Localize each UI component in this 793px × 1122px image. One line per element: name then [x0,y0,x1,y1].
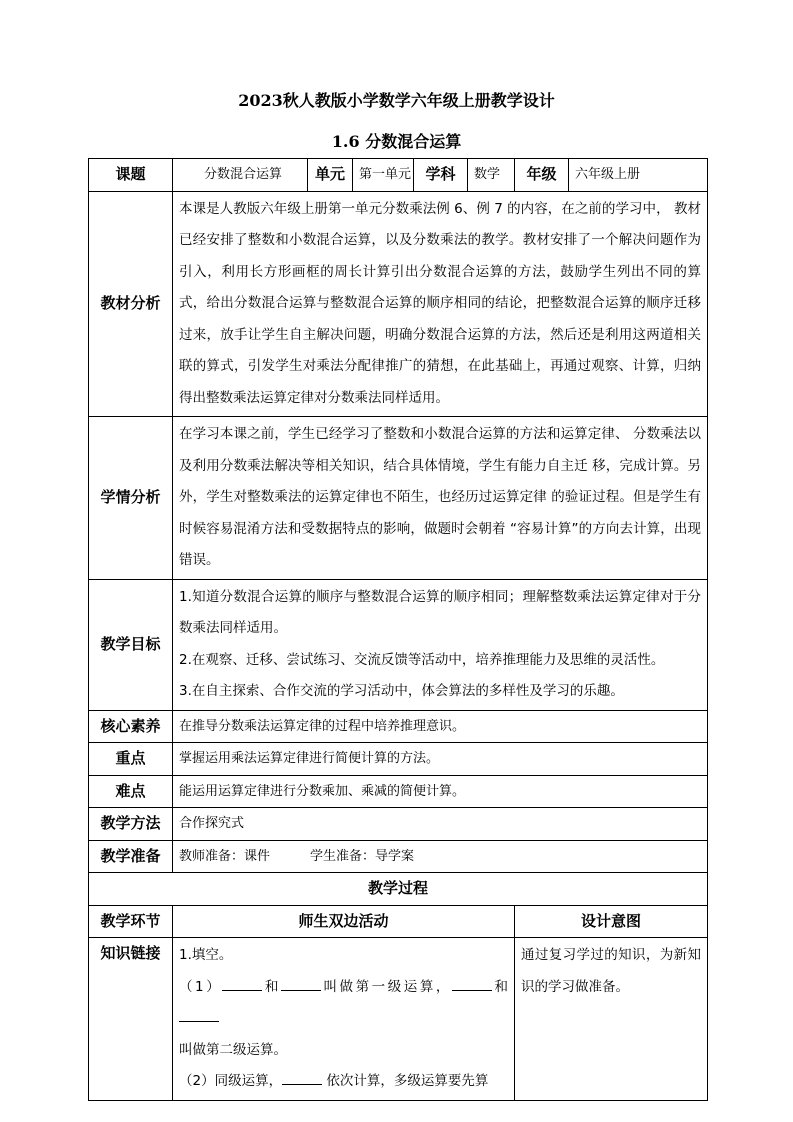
process-title: 教学过程 [89,873,708,906]
unit-value: 第一单元 [353,159,414,192]
goal-item: 1.知道分数混合运算的顺序与整数混合运算的顺序相同；理解整数乘法运算定律对于分数乘法同样适用。 [179,588,701,636]
method-label: 教学方法 [89,808,173,841]
material-row [89,191,708,417]
activity-line [179,1066,508,1098]
literacy-text: 在推导分数乘法运算定律的过程中培养推理意识。 [173,710,708,743]
key-label: 重点 [89,743,173,776]
goals-row [89,579,708,710]
goals-list [173,579,708,710]
lesson-title: 1.6 分数混合运算 [331,132,462,151]
key-text: 掌握运用乘法运算定律进行简便计算的方法。 [173,743,708,776]
intent-text: 通过复习学过的知识，为新知识的学习做准备。 [515,938,708,1101]
col-activity-header: 师生双边活动 [173,905,515,938]
answer-blank [281,976,321,991]
teacher-prep: 教师准备：课件 [179,848,271,864]
answer-blank [179,1007,219,1022]
process-row [89,938,708,1101]
answer-blank [452,976,492,991]
students-label: 学情分析 [89,417,173,580]
prep-label: 教学准备 [89,840,173,873]
goal-item: 2.在观察、迁移、尝试练习、交流反馈等活动中，培养推理能力及思维的灵活性。 [179,651,665,668]
answer-blank [222,976,262,991]
activity-text: （2）同级运算， [179,1073,283,1089]
goal-item: 3.在自主探索、合作交流的学习活动中，体会算法的多样性及学习的乐趣。 [179,683,624,699]
difficulty-text: 能运用运算定律进行分数乘加、乘减的简便计算。 [173,775,708,808]
method-row [89,808,708,841]
activity-line: 叫做第二级运算。 [179,1041,287,1058]
document-title: 2023秋人教版小学数学六年级上册教学设计 [238,91,555,110]
literacy-label: 核心素养 [89,710,173,743]
activity-text: 叫做第一级运算， [320,978,452,995]
difficulty-label: 难点 [89,775,173,808]
stage-label: 知识链接 [89,938,173,1101]
activity-text: 和 [491,978,509,995]
prep-row [89,840,708,873]
activity-content [173,938,515,1101]
col-stage-header: 教学环节 [89,905,173,938]
method-text: 合作探究式 [173,808,708,841]
lesson-plan-table [88,158,708,1101]
material-label: 教材分析 [89,191,173,417]
col-intent-header: 设计意图 [515,905,708,938]
goals-label: 教学目标 [89,579,173,710]
key-row [89,743,708,776]
prep-text [173,840,708,873]
literacy-row [89,710,708,743]
activity-line: 1.填空。 [179,947,233,963]
activity-text: 依次计算，多级运算要先算 [322,1073,489,1089]
students-row [89,417,708,580]
answer-blank [282,1070,322,1085]
process-title-row [89,873,708,906]
subject-label: 学科 [414,159,468,192]
subject-value: 数学 [468,159,515,192]
grade-label: 年级 [515,159,569,192]
unit-label: 单元 [308,159,353,192]
difficulty-row [89,775,708,808]
header-row [89,159,708,192]
activity-text: 和 [262,978,281,995]
grade-value: 六年级上册 [569,159,708,192]
process-header-row [89,905,708,938]
topic-value: 分数混合运算 [173,159,308,192]
students-text: 在学习本课之前，学生已经学习了整数和小数混合运算的方法和运算定律、 分数乘法以及利用分数乘法解决等相关知识，结合具体情境，学生有能力自主迁 移，完成计算。另外，学生对整数乘法的运算定律也不陌生，也经历过运算定律 的验证过程。但是学生有时候容易混淆方法和受数据特点的影响，做题时会朝着 “容易计算”的方向去计算，出现错误。 [173,417,708,580]
activity-line [179,972,508,1035]
material-text: 本课是人教版六年级上册第一单元分数乘法例 6、例 7 的内容，在之前的学习中， 教材已经安排了整数和小数混合运算，以及分数乘法的教学。教材安排了一个解决问题作为引入，利用长方形画框的周长计算引出分数混合运算的方法，鼓励学生列出不同的算式，给出分数混合运算与整数混合运算的顺序相同的结论，把整数混合运算的顺序迁移过来，放手让学生自主解决问题，明确分数混合运算的方法，然后还是利用这两道相关联的算式，引发学生对乘法分配律推广的猜想，在此基础上，再通过观察、计算，归纳得出整数乘法运算定律对分数乘法同样适用。 [173,191,708,417]
student-prep: 学生准备：导学案 [310,848,415,864]
topic-label: 课题 [89,159,173,192]
activity-text: （1） [179,978,223,995]
